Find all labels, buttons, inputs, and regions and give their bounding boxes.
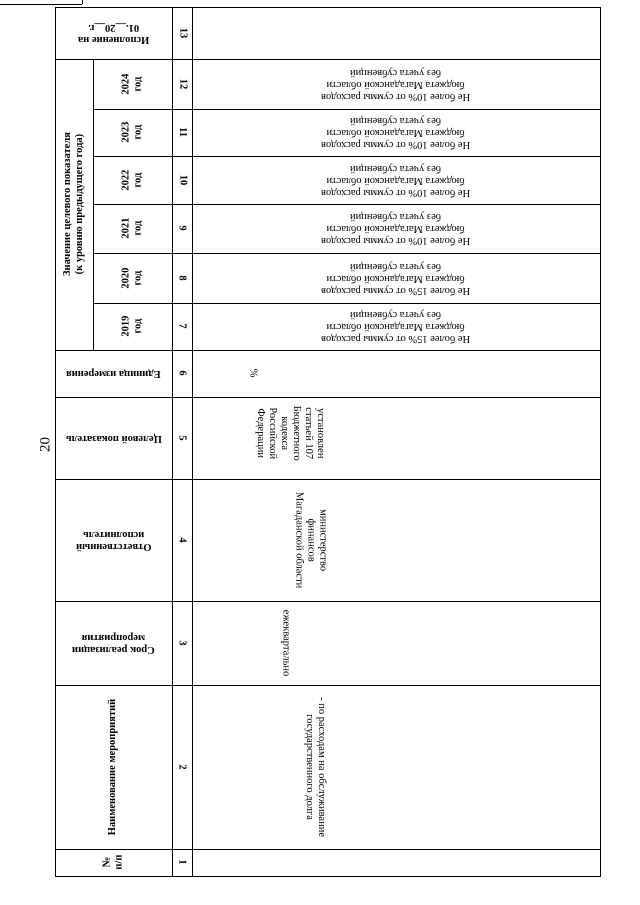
header-year-2024: 2024 год (120, 73, 144, 95)
header-year-2022: 2022 год (120, 169, 144, 191)
value-2024: Не более 10% от суммы расходов бюджета Магаданской области без учета субвенций (321, 66, 471, 103)
table-border-right (600, 7, 601, 877)
colnum-1: 1 (177, 859, 189, 866)
header-execution: Исполнение на 01.__20__г. (77, 22, 150, 46)
colnum-3: 3 (177, 640, 189, 646)
header-indicator: Целевой показатель (65, 433, 162, 445)
value-2023: Не более 10% от суммы расходов бюджета Магаданской области без учета субвенций (321, 115, 471, 151)
page-number: 20 (37, 437, 54, 452)
value-deadline: ежеквартально (280, 609, 292, 677)
header-year-2020: 2020 год (120, 267, 144, 289)
header-year-2021: 2021 год (120, 218, 144, 239)
header-executor: Ответственный исполнитель (75, 529, 152, 553)
table-border-bottom (55, 876, 601, 877)
colnum-7: 7 (177, 323, 189, 330)
value-2020: Не более 15% от суммы расходов бюджета Магаданской области без учета субвенций (321, 260, 471, 297)
header-activity-name: Наименование мероприятий (107, 698, 119, 836)
colnum-5: 5 (177, 435, 189, 441)
value-indicator: установлен статьей 107 Бюджетного кодекса Российской Федерации (254, 405, 327, 461)
value-2019: Не более 15% от суммы расходов бюджета Магаданской области без учета субвенций (321, 309, 471, 345)
colnum-11: 11 (177, 127, 189, 138)
colnum-8: 8 (177, 275, 189, 281)
header-row-number: № п/п (101, 854, 125, 871)
colnum-13: 13 (177, 27, 189, 39)
value-2022: Не более 10% от суммы расходов бюджета Магаданской области без учета субвенций (321, 162, 471, 199)
colnum-9: 9 (177, 225, 189, 232)
colnum-12: 12 (177, 78, 189, 90)
value-2021: Не более 10% от суммы расходов бюджета Магаданской области без учета субвенций (321, 211, 471, 247)
corner-line (0, 4, 82, 5)
colnum-6: 6 (177, 370, 189, 377)
header-year-2019: 2019 год (120, 316, 144, 337)
value-activity-name: - по расходам на обслуживание государственного долга (303, 697, 328, 837)
indicator-table (55, 7, 601, 877)
colnum-4: 4 (177, 537, 189, 543)
corner-tick (82, 0, 83, 4)
header-target-group: Значение целевого показателя (к уровню предыдущего года) (61, 132, 86, 277)
header-deadline: Срок реализации мероприятия (72, 632, 155, 656)
value-executor: министерство финансов Магаданской области (292, 491, 329, 589)
colnum-10: 10 (177, 174, 189, 186)
header-year-2023: 2023 год (120, 122, 144, 143)
header-unit: Единица измерения (66, 368, 161, 380)
colnum-2: 2 (177, 764, 189, 770)
value-unit: % (247, 369, 259, 378)
